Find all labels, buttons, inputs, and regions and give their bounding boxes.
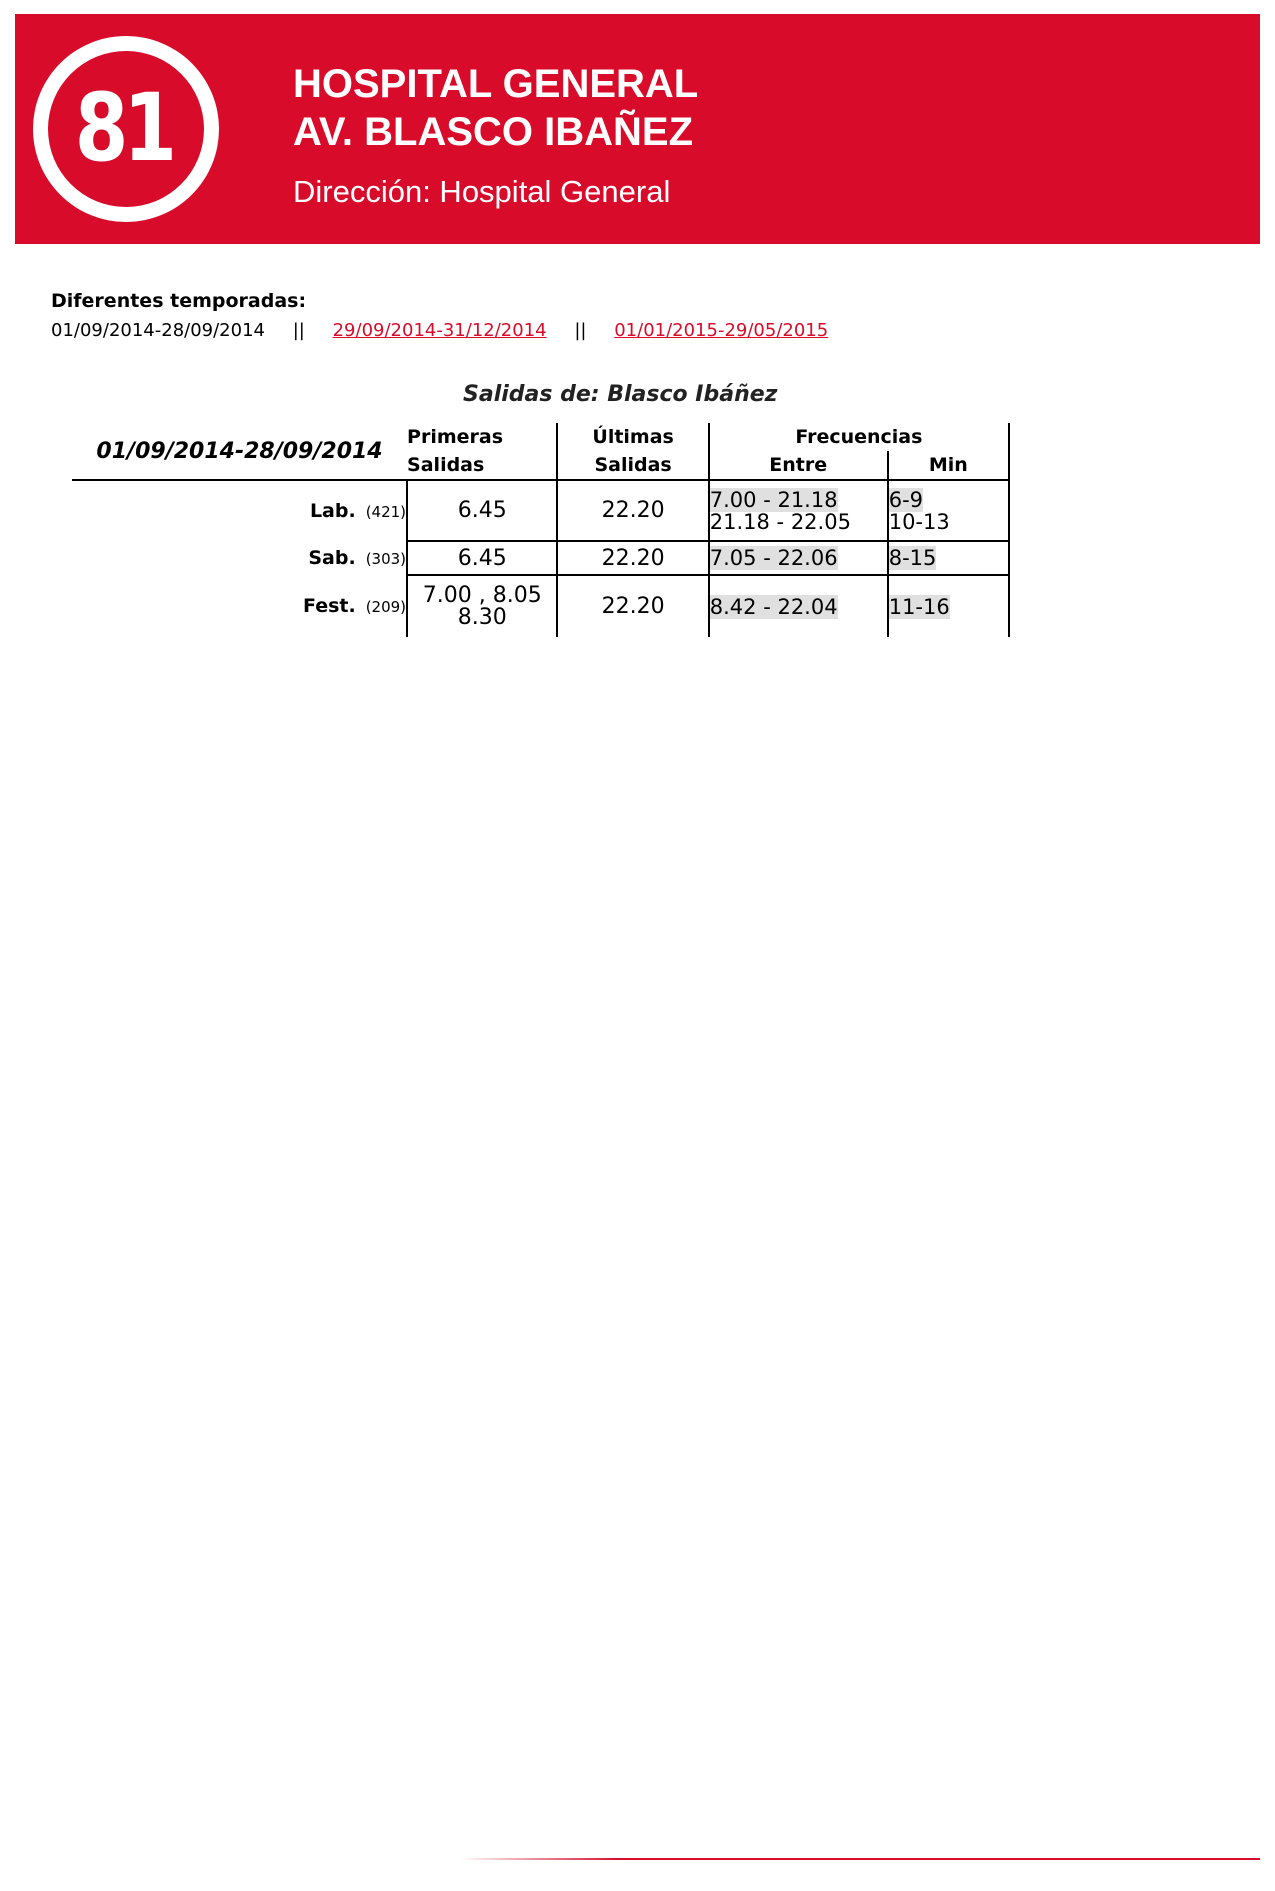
route-title-line2: AV. BLASCO IBAÑEZ xyxy=(293,110,694,154)
freq-range: 7.05 - 22.06 xyxy=(709,546,838,570)
header-frequencies: Frecuencias xyxy=(709,423,1009,451)
header-last-line2: Salidas xyxy=(557,451,708,480)
route-direction: Dirección: Hospital General xyxy=(293,174,671,209)
day-name: Lab. xyxy=(309,500,356,522)
day-name: Fest. xyxy=(302,595,356,617)
day-code: (421) xyxy=(365,503,407,521)
schedule-subtitle: Salidas de: Blasco Ibáñez xyxy=(463,382,778,407)
day-label xyxy=(72,575,407,637)
header-first-line2: Salidas xyxy=(407,451,557,480)
day-code: (209) xyxy=(365,598,407,616)
season-link-autumn[interactable]: 29/09/2014-31/12/2014 xyxy=(332,320,547,341)
header-first-line1: Primeras xyxy=(407,426,504,448)
day-label xyxy=(72,541,407,575)
last-departure: 22.20 xyxy=(557,541,708,575)
first-departure: 6.45 xyxy=(407,541,557,575)
season-separator: || xyxy=(292,320,305,341)
schedule-table xyxy=(72,423,1010,637)
freq-range: 8.42 - 22.04 xyxy=(709,594,838,619)
day-label xyxy=(72,480,407,541)
route-header xyxy=(15,14,1260,244)
route-title-line1: HOSPITAL GENERAL xyxy=(293,62,699,106)
first-departure xyxy=(407,575,557,637)
first-departure-time: 7.00 , 8.05 xyxy=(422,582,542,608)
footer-rule xyxy=(460,1858,1260,1860)
season-current: 01/09/2014-28/09/2014 xyxy=(51,320,265,341)
route-title xyxy=(293,60,698,156)
freq-minutes: 8-15 xyxy=(888,546,937,570)
schedule-period: 01/09/2014-28/09/2014 xyxy=(72,423,407,480)
freq-range: 21.18 - 22.05 xyxy=(709,509,851,534)
header-freq-min: Min xyxy=(888,451,1009,480)
last-departure: 22.20 xyxy=(557,480,708,541)
header-last-line1: Últimas xyxy=(557,423,708,451)
route-number-badge xyxy=(33,36,219,222)
season-separator: || xyxy=(574,320,587,341)
freq-min xyxy=(888,480,1009,541)
freq-between xyxy=(709,541,888,575)
freq-minutes: 6-9 xyxy=(888,487,924,512)
freq-range: 7.00 - 21.18 xyxy=(709,487,838,512)
table-row xyxy=(72,480,1009,541)
seasons-selector xyxy=(51,320,828,341)
route-number-ring xyxy=(48,51,204,207)
first-departure: 6.45 xyxy=(407,480,557,541)
table-row xyxy=(72,575,1009,637)
freq-min xyxy=(888,541,1009,575)
season-link-spring[interactable]: 01/01/2015-29/05/2015 xyxy=(614,320,829,341)
freq-min xyxy=(888,575,1009,637)
header-freq-between: Entre xyxy=(709,451,888,480)
last-departure: 22.20 xyxy=(557,575,708,637)
day-name: Sab. xyxy=(308,547,356,569)
freq-minutes: 11-16 xyxy=(888,594,950,619)
first-departure-time: 8.30 xyxy=(457,604,507,630)
seasons-label: Diferentes temporadas: xyxy=(51,290,307,312)
freq-between xyxy=(709,575,888,637)
table-row xyxy=(72,541,1009,575)
freq-minutes: 10-13 xyxy=(888,509,950,534)
route-number: 81 xyxy=(74,74,172,183)
freq-between xyxy=(709,480,888,541)
day-code: (303) xyxy=(365,550,407,568)
